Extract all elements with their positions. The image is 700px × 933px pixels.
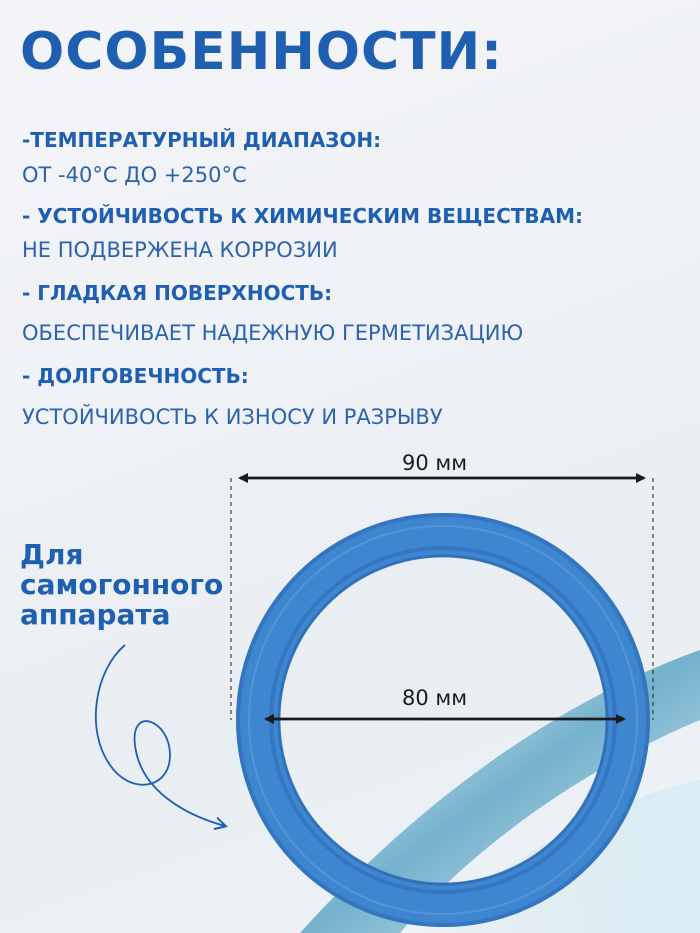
- feature-heading: - ДОЛГОВЕЧНОСТЬ:: [22, 364, 249, 388]
- callout-line: аппарата: [20, 598, 171, 631]
- feature-heading: -ТЕМПЕРАТУРНЫЙ ДИАПАЗОН:: [22, 128, 382, 152]
- feature-description: ОТ -40°С ДО +250°С: [22, 163, 247, 187]
- inner-diameter-label: 80 мм: [402, 686, 468, 710]
- callout-line: Для: [20, 538, 84, 571]
- outer-diameter-label: 90 мм: [402, 451, 468, 475]
- feature-heading: - УСТОЙЧИВОСТЬ К ХИМИЧЕСКИМ ВЕЩЕСТВАМ:: [22, 204, 584, 228]
- feature-heading: - ГЛАДКАЯ ПОВЕРХНОСТЬ:: [22, 281, 333, 305]
- callout-text: [20, 540, 223, 630]
- feature-description: НЕ ПОДВЕРЖЕНА КОРРОЗИИ: [22, 238, 338, 262]
- callout-line: самогонного: [20, 568, 224, 601]
- feature-description: УСТОЙЧИВОСТЬ К ИЗНОСУ И РАЗРЫВУ: [22, 405, 443, 429]
- curly-arrow-icon: [96, 645, 225, 826]
- page-title: ОСОБЕННОСТИ:: [20, 22, 503, 82]
- feature-description: ОБЕСПЕЧИВАЕТ НАДЕЖНУЮ ГЕРМЕТИЗАЦИЮ: [22, 321, 524, 345]
